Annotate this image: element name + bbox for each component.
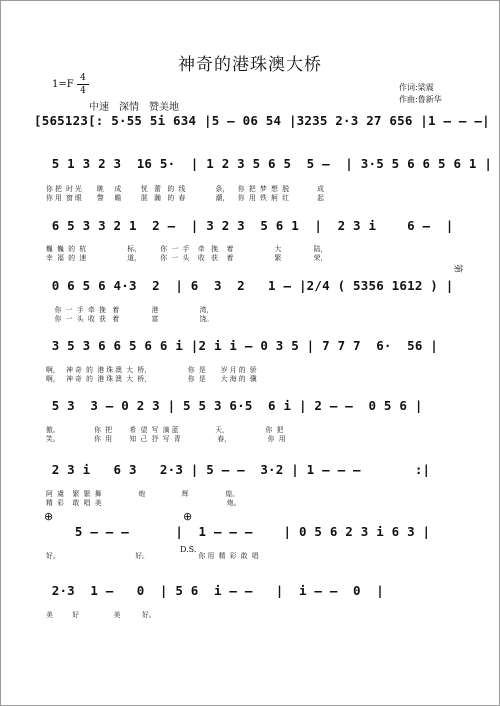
notation: 6 5 3 3 2 1 2 — | 3 2 3 5 6 1 | 2 3 i 6 — | [44,218,454,233]
meter-top: 4 [80,73,86,83]
side-label: 第 [452,263,463,274]
lyric-verse-1: 你 把 时 光 眺 成 恍 蕾 的 线 条， 你 把 梦 想 脱 成 [46,185,324,193]
staff-line-8 [32,524,472,574]
staff-line-6 [32,398,472,448]
lyric-verse-1: 好。 好。 你 用 精 彩 敢 唱 [46,552,259,560]
notation: 2 3 i 6 3 2·3 | 5 — — 3·2 | 1 — — — :| [44,462,431,477]
notation: 5 1 3 2 3 16 5· | 1 2 3 5 6 5 5 — | 3·5 5 6 6 5 6 1 | [44,156,493,171]
lyric-verse-1: 阿 虞 繁 繁 舞 炮 辉 煌。 [46,490,239,498]
lyric-verse-2: 你 一 头 收 获 着 富 饶。 [46,315,214,323]
coda-mark-right: ⊕ [183,510,193,523]
notation: 5 — — — | 1 — — — | 0 5 6 2 3 i 6 3 | [44,524,431,539]
notation: 2·3 1 — 0 | 5 6 i — — | i — — 0 | [44,583,384,598]
lyric-verse-1: 美 好 美 好。 [46,611,156,619]
staff-line-4 [32,278,472,328]
lyric-verse-1: 你 一 手 牵 挽 着 港 湾， [46,306,214,314]
lyric-verse-2: 笑。 你 用 知 己 抒 写 青 春， 你 用 [46,435,286,443]
composer: 作曲:鲁新华 [399,95,442,104]
notation: 3 5 3 6 6 5 6 6 i |2 i i — 0 3 5 | 7 7 7 6· 56 | [44,338,439,353]
lyric-verse-1: 傲。 你 把 希 望 写 滴 蓝 天， 你 把 [46,426,284,434]
staff-line-2 [32,156,493,206]
lyric-verse-2: 精 彩 敢 唱 美 炮。 [46,499,241,507]
lyricist: 作词:梁震 [399,83,434,92]
lyric-verse-1: 巍 巍 的 杭 标， 你 一 手 牵 挽 着 大 陆， [46,245,328,253]
coda-mark-left: ⊕ [44,510,54,523]
meter-bottom: 4 [80,86,86,96]
song-title: 神奇的港珠澳大桥 [178,55,322,75]
notation: [565123[: 5·55 5i 634 |5 — 06 54 |3235 2·3 27 656 |1 — — —| [34,113,490,128]
staff-line-5 [32,338,472,388]
lyric-verse-2: 你 用 窗 眼 瞥 瞻 湛 瀚 的 春 潮， 你 用 铁 舸 红 起 [46,194,324,202]
staff-line-3 [32,218,472,268]
notation: 0 6 5 6 4·3 2 | 6 3 2 1 — |2/4 ( 5356 1612 ) | [44,278,454,293]
credits [399,82,442,106]
tempo-marking: 中速 深情 赞美地 [89,102,179,113]
notation: 5 3 3 — 0 2 3 | 5 5 3 6·5 6 i | 2 — — 0 5 6 | [44,398,423,413]
dal-segno: D.S. [180,545,197,554]
staff-line-9 [32,583,472,633]
staff-line-7 [32,462,472,512]
time-signature [77,73,89,96]
lyric-verse-2: 幸 福 的 速 道， 你 一 头 收 获 着 繁 荣， [46,254,328,262]
lyric-verse-2: 啊， 神 奇 的 港 珠 澳 大 桥， 你 是 大 海 的 骥 [46,375,257,383]
key-signature: 1=F [52,79,74,90]
lyric-verse-1: 啊， 神 奇 的 港 珠 澳 大 桥， 你 是 岁 月 的 骄 [46,366,257,374]
